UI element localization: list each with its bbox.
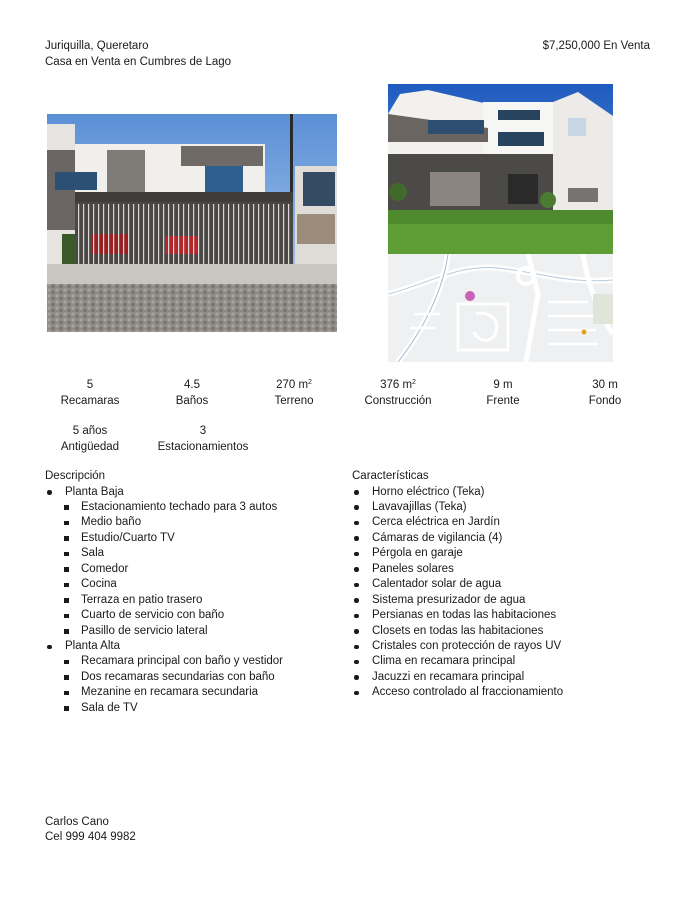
price-text: $7,250,000 En Venta [542,40,650,52]
descripcion-list [45,485,345,717]
stat-label: Fondo [588,394,622,407]
list-item: Acceso controlado al fraccionamiento [352,685,652,700]
stat-fondo [550,378,660,409]
stat-value: 9 m [493,379,513,391]
list-item: Estacionamiento techado para 3 autos [45,500,345,515]
contact-info [45,815,136,845]
list-item: Cámaras de vigilancia (4) [352,531,652,546]
list-item: Recamara principal con baño y vestidor [45,654,345,669]
stat-label: Antigüedad [60,440,120,453]
caracteristicas-section [352,469,652,701]
stat-construccion [343,378,453,409]
list-item: Comedor [45,562,345,577]
stat-value: 376 $m^2$ [380,379,416,391]
list-item: Estudio/Cuarto TV [45,531,345,546]
list-item: Medio baño [45,515,345,530]
descripcion-heading: Descripción [45,470,106,482]
stat-value: 4.5 [184,379,200,391]
list-item: Paneles solares [352,562,652,577]
location-map [388,254,613,362]
list-item: Clima en recamara principal [352,654,652,669]
caracteristicas-heading: Características [352,470,429,482]
stat-antiguedad [35,424,145,455]
caracteristicas-list [352,485,652,701]
list-item: Closets en todas las habitaciones [352,624,652,639]
photo-front-of-house [47,114,337,332]
stat-label: Construcción [364,394,432,407]
stat-label: Terreno [274,394,314,407]
list-item: Cerca eléctrica en Jardín [352,515,652,530]
stat-banos [137,378,247,409]
stat-label: Frente [486,394,520,407]
listing-title: Casa en Venta en Cumbres de Lago [45,55,232,68]
list-item: Cristales con protección de rayos UV [352,639,652,654]
list-item: Pasillo de servicio lateral [45,624,345,639]
list-item: Horno eléctrico (Teka) [352,485,652,500]
stat-label: Recamaras [60,394,120,407]
list-item: Dos recamaras secundarias con baño [45,670,345,685]
list-item: Sistema presurizador de agua [352,593,652,608]
header-left [45,39,231,70]
stat-value: 5 años [72,425,108,437]
stat-value: 30 m [592,379,618,391]
list-item: Calentador solar de agua [352,577,652,592]
list-item: Jacuzzi en recamara principal [352,670,652,685]
list-item: Cocina [45,577,345,592]
stat-label: Baños [175,394,209,407]
stat-value: 270 $m^2$ [276,379,312,391]
list-item: Persianas en todas las habitaciones [352,608,652,623]
list-item: Pérgola en garaje [352,546,652,561]
planta-baja-item: Planta Baja [45,485,345,500]
stat-value: 5 [86,379,94,391]
stat-recamaras [35,378,145,409]
list-item: Mezanine en recamara secundaria [45,685,345,700]
descripcion-section [45,469,345,716]
list-item: Sala de TV [45,701,345,716]
planta-alta-item: Planta Alta [45,639,345,654]
stat-estacionamientos [148,424,258,455]
list-item: Cuarto de servicio con baño [45,608,345,623]
stat-label: Estacionamientos [157,440,249,453]
contact-name: Carlos Cano [45,816,109,828]
contact-phone: Cel 999 404 9982 [45,831,136,843]
photo-back-garden [388,84,613,254]
stat-frente [448,378,558,409]
stat-value: 3 [199,425,207,437]
location-text: Juriquilla, Queretaro [45,40,149,52]
list-item: Terraza en patio trasero [45,593,345,608]
stat-terreno [239,378,349,409]
list-item: Lavavajillas (Teka) [352,500,652,515]
list-item: Sala [45,546,345,561]
